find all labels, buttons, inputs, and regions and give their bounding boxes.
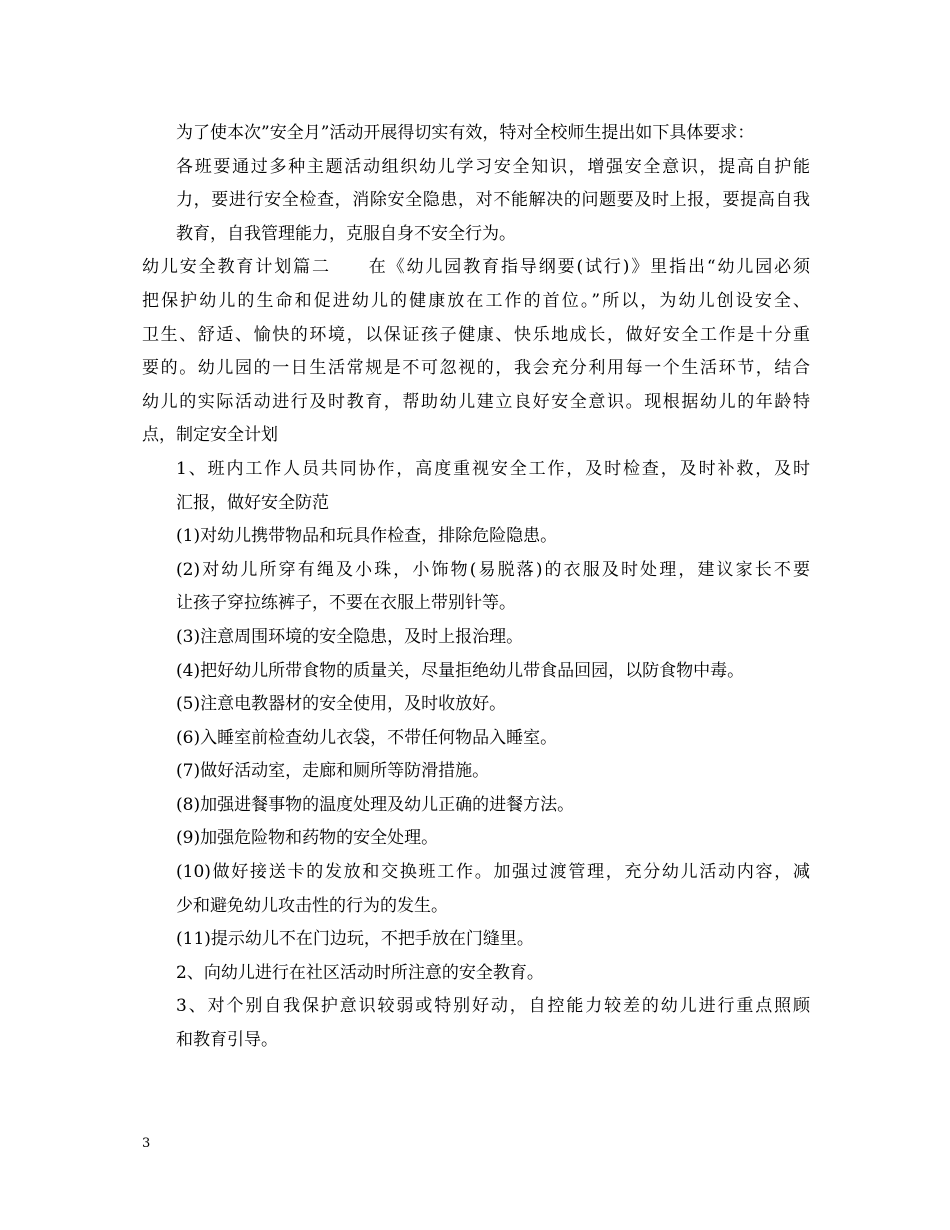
text-line: (4)把好幼儿所带食物的质量关，尽量拒绝幼儿带食品回园，以防食物中毒。: [176, 660, 745, 681]
text-line: 力，要进行安全检查，消除安全隐患，对不能解决的问题要及时上报，要提高自我: [176, 190, 810, 211]
text-line: [142, 251, 810, 285]
document-body: [142, 117, 810, 1058]
body-paragraph: [142, 923, 810, 957]
body-paragraph: [142, 151, 810, 252]
text-line: (1)对幼儿携带物品和玩具作检查，排除危险隐患。: [176, 526, 558, 547]
text-line: (5)注意电教器材的安全使用，及时收放好。: [176, 694, 507, 715]
text-line: (7)做好活动室，走廊和厕所等防滑措施。: [176, 761, 490, 782]
text-line: 少和避免幼儿攻击性的行为的发生。: [176, 895, 448, 916]
body-paragraph: [142, 621, 810, 655]
text-line: (11)提示幼儿不在门边玩，不把手放在门缝里。: [176, 929, 534, 950]
text-line: (3)注意周围环境的安全隐患，及时上报治理。: [176, 626, 524, 647]
section-heading-paragraph: [142, 251, 810, 453]
body-paragraph: [142, 655, 810, 689]
text-line: 汇报，做好安全防范: [176, 492, 329, 513]
body-paragraph: [142, 957, 810, 991]
body-paragraph: [142, 822, 810, 856]
text-line: 2、向幼儿进行在社区活动时所注意的安全教育。: [176, 962, 544, 983]
text-line: 幼儿的实际活动进行及时教育，帮助幼儿建立良好安全意识。现根据幼儿的年龄特: [142, 391, 810, 412]
text-line: 要的。幼儿园的一日生活常规是不可忽视的，我会充分利用每一个生活环节，结合: [142, 358, 810, 379]
body-paragraph: [142, 453, 810, 520]
text-line: 教育，自我管理能力，克服自身不安全行为。: [176, 223, 516, 244]
body-paragraph: [142, 856, 810, 923]
text-line: 各班要通过多种主题活动组织幼儿学习安全知识，增强安全意识，提高自护能: [176, 156, 810, 177]
text-line: 3、对个别自我保护意识较弱或特别好动，自控能力较差的幼儿进行重点照顾: [176, 996, 810, 1017]
page-number: 3: [142, 1136, 151, 1151]
text-line: 让孩子穿拉练裤子，不要在衣服上带别针等。: [176, 593, 516, 614]
text-line: (2)对幼儿所穿有绳及小珠，小饰物(易脱落)的衣服及时处理，建议家长不要: [176, 559, 811, 580]
body-paragraph: [142, 688, 810, 722]
text-line: (8)加强进餐事物的温度处理及幼儿正确的进餐方法。: [176, 794, 575, 815]
body-paragraph: [142, 990, 810, 1057]
body-paragraph: [142, 520, 810, 554]
body-paragraph: [142, 554, 810, 621]
text-line: (10)做好接送卡的发放和交换班工作。加强过渡管理，充分幼儿活动内容，减: [176, 862, 810, 883]
text-line: 为了使本次”安全月”活动开展得切实有效，特对全校师生提出如下具体要求：: [176, 123, 755, 143]
text-line: 卫生、舒适、愉快的环境，以保证孩子健康、快乐地成长，做好安全工作是十分重: [142, 324, 810, 345]
body-paragraph: [142, 755, 810, 789]
text-line: (6)入睡室前检查幼儿衣袋，不带任何物品入睡室。: [176, 727, 558, 748]
text-line: (9)加强危险物和药物的安全处理。: [176, 828, 439, 849]
text-line: 把保护幼儿的生命和促进幼儿的健康放在工作的首位。”所以，为幼儿创设安全、: [142, 290, 810, 311]
body-paragraph: [142, 789, 810, 823]
text-line: 1、班内工作人员共同协作，高度重视安全工作，及时检查，及时补救，及时: [176, 458, 810, 479]
section-heading: 幼儿安全教育计划篇二: [142, 257, 331, 278]
body-paragraph: [142, 117, 810, 151]
body-paragraph: [142, 722, 810, 756]
text-line: 点，制定安全计划: [142, 425, 278, 446]
text-line: 和教育引导。: [176, 1030, 278, 1051]
line-text: 在《幼儿园教育指导纲要(试行)》里指出“幼儿园必须: [366, 257, 810, 278]
